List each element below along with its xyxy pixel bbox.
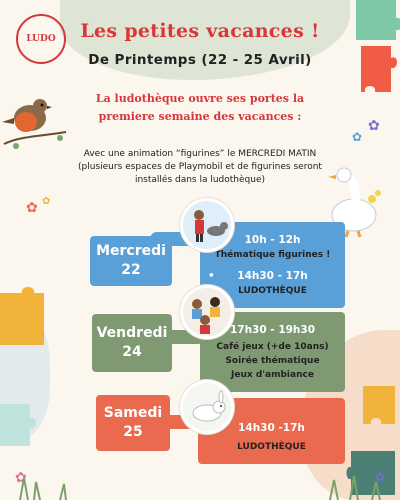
- schedule-line: • 14h30 - 17h: [200, 270, 345, 282]
- logo-text: LUDO: [26, 34, 56, 44]
- day-samedi: [96, 395, 170, 451]
- dog-photo-icon: [180, 198, 234, 252]
- puzzle-piece-icon: [0, 285, 50, 355]
- intro-text: [70, 90, 330, 126]
- puzzle-piece-icon: [0, 400, 40, 450]
- description-line: (plusieurs espaces de Playmobil et de figurines seront: [78, 162, 322, 172]
- intro-line: La ludothèque ouvre ses portes la: [95, 92, 305, 105]
- schedule-line: LUDOTHÈQUE: [238, 286, 307, 296]
- day-date: 25: [123, 424, 143, 440]
- day-vendredi: [92, 314, 172, 372]
- description-text: [55, 148, 345, 187]
- schedule-line: Jeux d'ambiance: [231, 370, 314, 380]
- schedule-line: Café jeux (+de 10ans): [216, 342, 329, 352]
- description-line: installés dans la ludothèque): [134, 175, 266, 185]
- puzzle-piece-icon: [355, 380, 400, 430]
- schedule-line: • 10h - 12h: [200, 234, 345, 246]
- day-name: Vendredi: [96, 325, 168, 341]
- day-mercredi: [90, 236, 172, 286]
- flower-icon: ✿: [26, 200, 38, 216]
- schedule-line: Thématique figurines !: [214, 250, 331, 260]
- flower-icon: ✿: [15, 470, 27, 486]
- intro-line: premiere semaine des vacances :: [98, 110, 302, 123]
- rabbit-photo-icon: [180, 380, 234, 434]
- schedule-line: • 17h30 - 19h30: [200, 324, 345, 336]
- page-subtitle: De Printemps (22 - 25 Avril): [88, 52, 312, 68]
- grass-decoration: [0, 470, 400, 500]
- day-name: Mercredi: [96, 243, 166, 259]
- description-line: Avec une animation “figurines” le MERCREDI MATIN: [83, 149, 317, 159]
- flower-icon: ✿: [375, 470, 386, 484]
- schedule-line: LUDOTHÈQUE: [237, 442, 306, 452]
- day-name: Samedi: [103, 405, 163, 421]
- schedule-line: Soirée thématique: [225, 356, 320, 366]
- day-date: 24: [122, 344, 142, 360]
- flower-icon: ✿: [42, 196, 51, 207]
- schedule-line: • 14h30 -17h: [198, 422, 345, 434]
- page-title: Les petites vacances !: [80, 20, 320, 42]
- day-date: 22: [121, 262, 141, 278]
- flower-icon: ✿: [352, 130, 363, 144]
- children-photo-icon: [180, 285, 234, 339]
- flower-icon: ✿: [368, 118, 380, 134]
- puzzle-piece-icon: [355, 42, 400, 97]
